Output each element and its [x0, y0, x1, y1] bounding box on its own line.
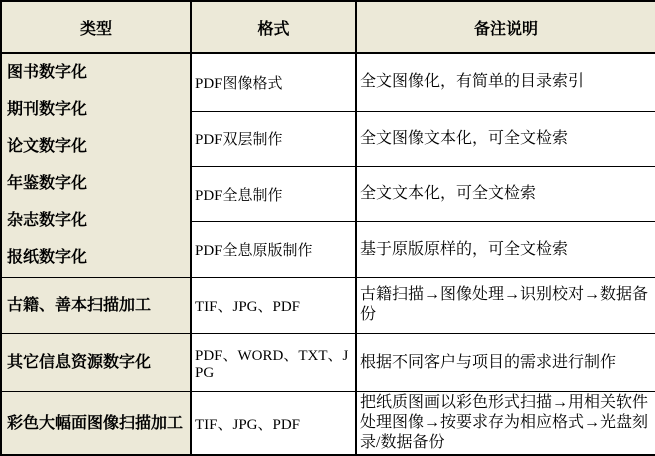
table-row: [1, 277, 655, 333]
col-header-type: 类型: [1, 1, 191, 53]
type-group-cell: [1, 53, 191, 277]
table-row: [1, 334, 655, 392]
format-cell: PDF双层制作: [191, 111, 356, 166]
type-cell: 其它信息资源数字化: [1, 334, 191, 392]
col-header-note: 备注说明: [356, 1, 655, 53]
table-row: [1, 53, 655, 111]
note-cell: 把纸质图画以彩色形式扫描→用相关软件处理图像→按要求存为相应格式→光盘刻录/数据备份: [356, 392, 655, 455]
type-line-books: 图书数字化: [7, 64, 88, 82]
type-line-papers: 论文数字化: [7, 138, 88, 156]
note-cell: 全文图像文本化，可全文检索: [356, 111, 655, 166]
note-cell: 根据不同客户与项目的需求进行制作: [356, 334, 655, 392]
type-line-periodicals: 期刊数字化: [7, 101, 88, 119]
format-cell: PDF全息制作: [191, 167, 356, 222]
note-cell: 全文文本化，可全文检索: [356, 167, 655, 222]
format-cell: TIF、JPG、PDF: [191, 277, 356, 333]
type-line-newspapers: 报纸数字化: [7, 249, 88, 267]
header-row: [1, 1, 655, 53]
type-cell: 古籍、善本扫描加工: [1, 277, 191, 333]
format-cell: PDF图像格式: [191, 53, 356, 111]
note-cell: 全文图像化，有简单的目录索引: [356, 53, 655, 111]
table-row: [1, 392, 655, 455]
format-cell: PDF全息原版制作: [191, 222, 356, 277]
note-cell: 古籍扫描→图像处理→识别校对→数据备份: [356, 277, 655, 333]
type-line-magazines: 杂志数字化: [7, 212, 88, 230]
format-cell: PDF、WORD、TXT、JPG: [191, 334, 356, 392]
note-cell: 基于原版原样的，可全文检索: [356, 222, 655, 277]
type-cell: 彩色大幅面图像扫描加工: [1, 392, 191, 455]
type-line-yearbooks: 年鉴数字化: [7, 175, 88, 193]
col-header-format: 格式: [191, 1, 356, 53]
format-cell: TIF、JPG、PDF: [191, 392, 356, 455]
